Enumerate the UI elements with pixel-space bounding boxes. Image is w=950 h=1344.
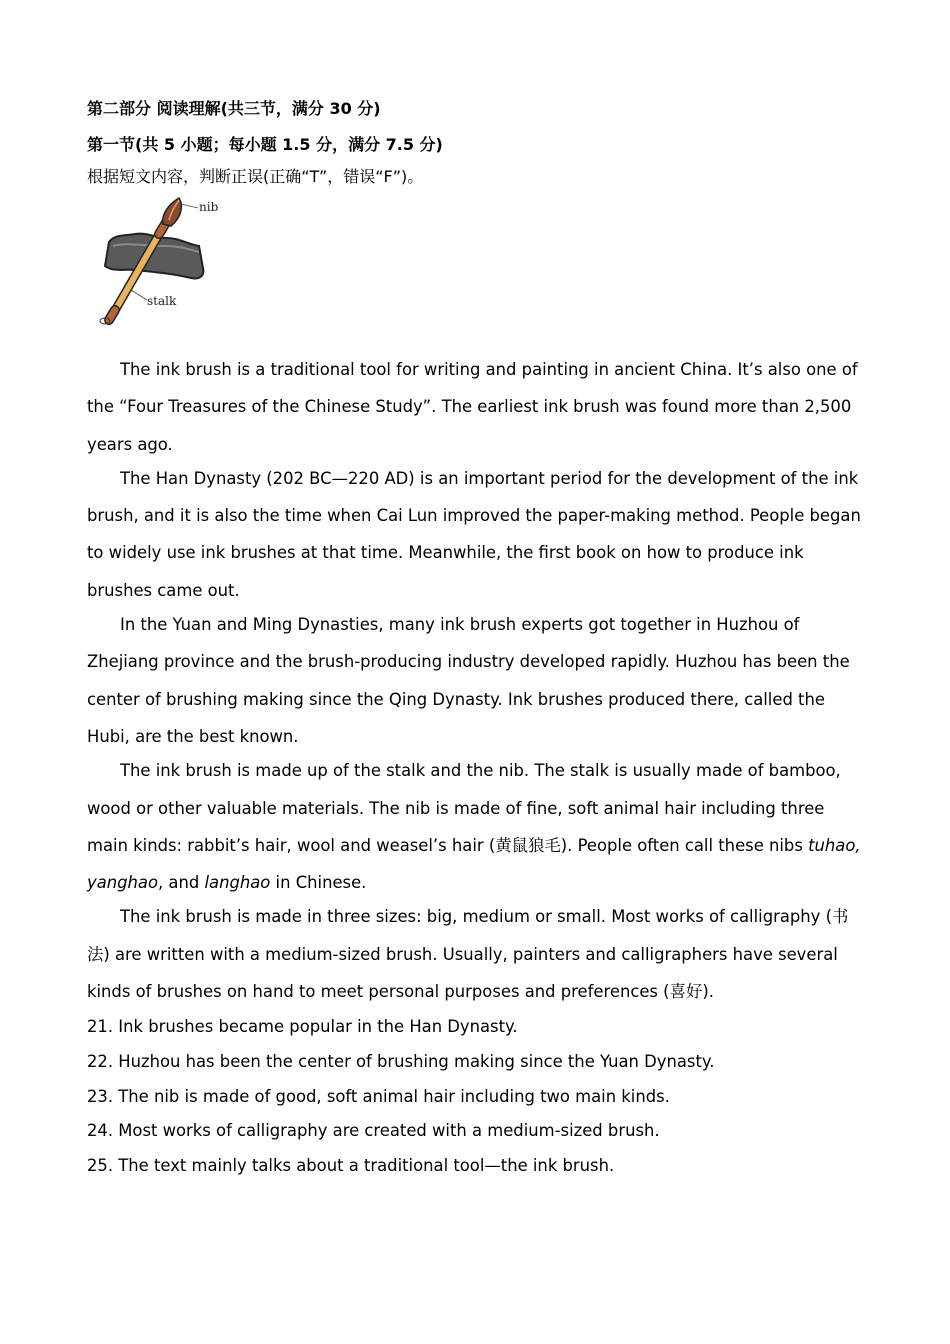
passage-paragraph-5: The ink brush is made in three sizes: big, medium or small. Most works of calligraphy (书法) are written with a medium-sized brush. Usually, painters and calligraphers have several kinds of brushes on hand to meet personal purposes and preferences (喜好). [87,907,849,1002]
p4-text-mid: , and [158,873,205,893]
ink-brush-figure [95,194,235,329]
passage-paragraph-1: The ink brush is a traditional tool for writing and painting in ancient China. It’s also one of the “Four Treasures of the Chinese Study”. The earliest ink brush was found more than 2,500 years ago. [87,360,858,454]
question-24: 24. Most works of calligraphy are created with a medium-sized brush. [87,1121,660,1141]
question-21: 21. Ink brushes became popular in the Han Dynasty. [87,1017,518,1037]
figure-label-nib: nib [199,200,219,214]
p4-italic-2: langhao [204,873,271,893]
p4-text-end: in Chinese. [270,873,367,893]
figure-label-stalk: stalk [147,294,177,308]
document-page [87,96,862,1183]
passage-paragraph-4 [87,752,862,901]
p4-italic-1: tuhao, yanghao [87,835,861,893]
part-title: 第二部分 阅读理解(共三节，满分 30 分) [87,99,381,118]
passage-paragraph-3: In the Yuan and Ming Dynasties, many ink brush experts got together in Huzhou of Zhejiang province and the brush-producing industry developed rapidly. Huzhou has been the center of brushing making since the Qing Dynasty. Ink brushes produced there, called the Hubi, are the best known. [87,615,850,746]
passage-paragraph-2: The Han Dynasty (202 BC—220 AD) is an important period for the development of the ink brush, and it is also the time when Cai Lun improved the paper-making method. People began to widely use ink brushes at that time. Meanwhile, the first book on how to produce ink brushes came out. [87,468,861,600]
p4-text-start: The ink brush is made up of the stalk and the nib. The stalk is usually made of bamboo, wood or other valuable materials. The nib is made of fine, soft animal hair including three main kinds: rabbit’s hair, wool and weasel’s hair (黄鼠狼毛). People often call these nibs [87,761,841,855]
question-25: 25. The text mainly talks about a traditional tool—the ink brush. [87,1155,615,1175]
ink-brush-illustration-icon [95,194,235,329]
question-22: 22. Huzhou has been the center of brushing making since the Yuan Dynasty. [87,1051,715,1071]
instruction: 根据短文内容，判断正误(正确“T”，错误“F”)。 [87,167,424,186]
section-title: 第一节(共 5 小题；每小题 1.5 分，满分 7.5 分) [87,135,443,154]
question-list [87,1010,862,1183]
question-23: 23. The nib is made of good, soft animal hair including two main kinds. [87,1086,670,1106]
